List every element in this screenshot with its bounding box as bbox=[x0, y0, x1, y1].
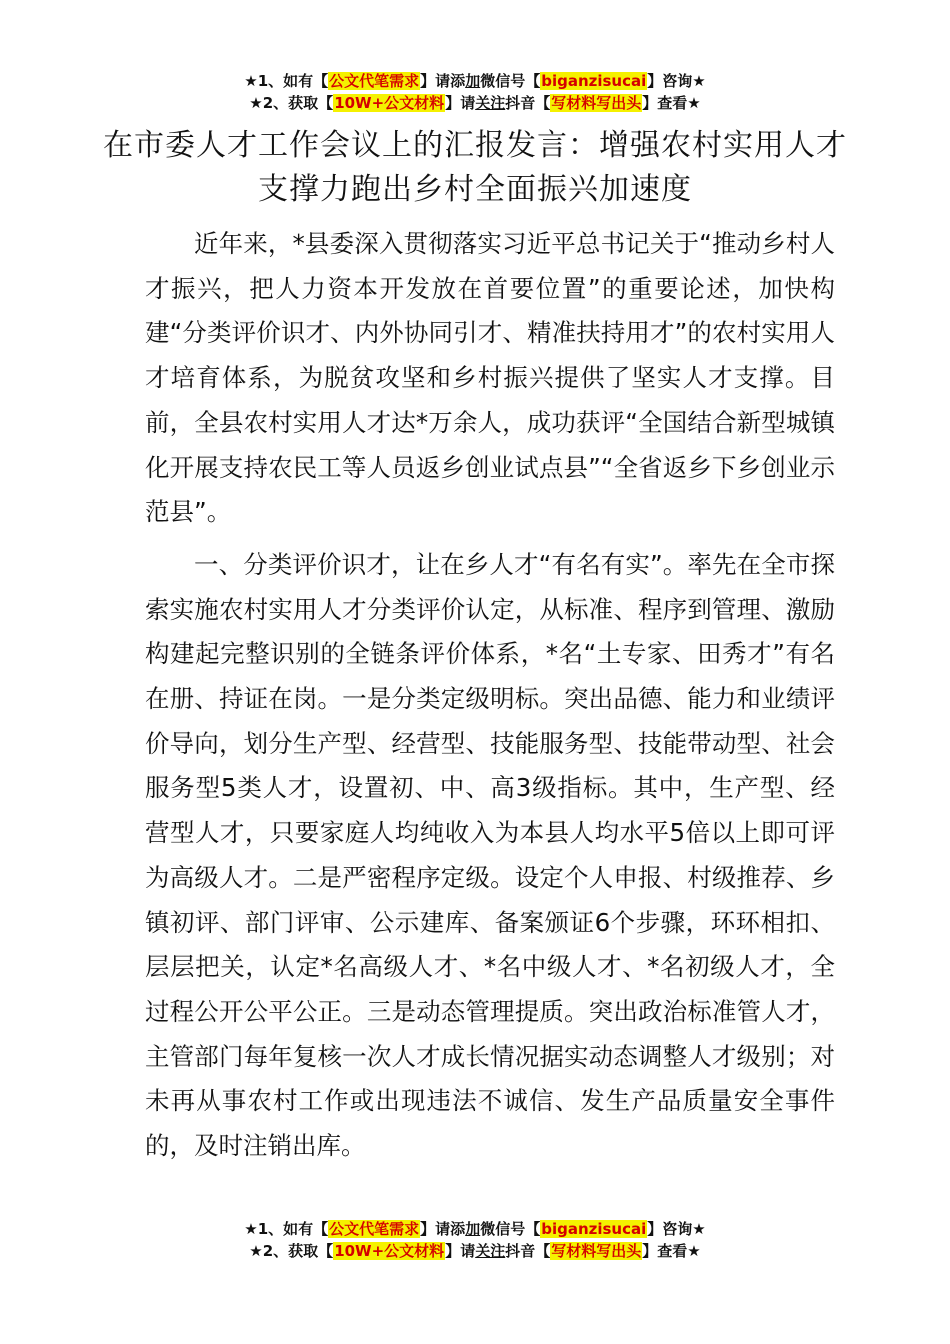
promo-line-2: ★2、获取【10W+公文材料】请关注抖音【写材料写出头】查看★ bbox=[249, 94, 701, 112]
document-title: 在市委人才工作会议上的汇报发言：增强农村实用人才支撑力跑出乡村全面振兴加速度 bbox=[103, 128, 847, 207]
promo-highlight: 公文代笔需求 bbox=[329, 1220, 420, 1238]
promo-highlight: biganzisucai bbox=[541, 1220, 647, 1238]
promo-highlight: 10W+公文材料 bbox=[334, 1242, 445, 1260]
promo-banner-bottom bbox=[0, 1218, 950, 1262]
promo-highlight: 写材料写出头 bbox=[551, 1242, 642, 1260]
paragraph-section-1: 一、分类评价识才，让在乡人才“有名有实”。率先在全市探索实施农村实用人才分类评价认定，从标准、程序到管理、激励构建起完整识别的全链条评价体系，*名“土专家、田秀才”有名在册、持证在岗。一是分类定级明标。突出品德、能力和业绩评价导向，划分生产型、经营型、技能服务型、技能带动型、社会服务型5类人才，设置初、中、高3级指标。其中，生产型、经营型人才，只要家庭人均纯收入为本县人均水平5倍以上即可评为高级人才。二是严密程序定级。设定个人申报、村级推荐、乡镇初评、部门评审、公示建库、备案颁证6个步骤，环环相扣、层层把关，认定*名高级人才、*名中级人才、*名初级人才，全过程公开公平公正。三是动态管理提质。突出政治标准管人才，主管部门每年复核一次人才成长情况据实动态调整人才级别；对未再从事农村工作或出现违法不诚信、发生产品质量安全事件的，及时注销出库。 bbox=[145, 549, 835, 1161]
promo-highlight: 写材料写出头 bbox=[551, 94, 642, 112]
document-body bbox=[145, 222, 835, 1169]
promo-banner-top bbox=[0, 70, 950, 114]
paragraph-intro: 近年来，*县委深入贯彻落实习近平总书记关于“推动乡村人才振兴，把人力资本开发放在首要位置”的重要论述，加快构建“分类评价识才、内外协同引才、精准扶持用才”的农村实用人才培育体系，为脱贫攻坚和乡村振兴提供了坚实人才支撑。目前，全县农村实用人才达*万余人，成功获评“全国结合新型城镇化开展支持农民工等人员返乡创业试点县”“全省返乡下乡创业示范县”。 bbox=[145, 229, 835, 527]
promo-highlight: 公文代笔需求 bbox=[329, 72, 420, 90]
promo-highlight: biganzisucai bbox=[541, 72, 647, 90]
promo-highlight: 10W+公文材料 bbox=[334, 94, 445, 112]
promo-line-2: ★2、获取【10W+公文材料】请关注抖音【写材料写出头】查看★ bbox=[249, 1242, 701, 1260]
promo-line-1: ★1、如有【公文代笔需求】请添加微信号【biganzisucai】咨询★ bbox=[244, 72, 706, 90]
promo-line-1: ★1、如有【公文代笔需求】请添加微信号【biganzisucai】咨询★ bbox=[244, 1220, 706, 1238]
